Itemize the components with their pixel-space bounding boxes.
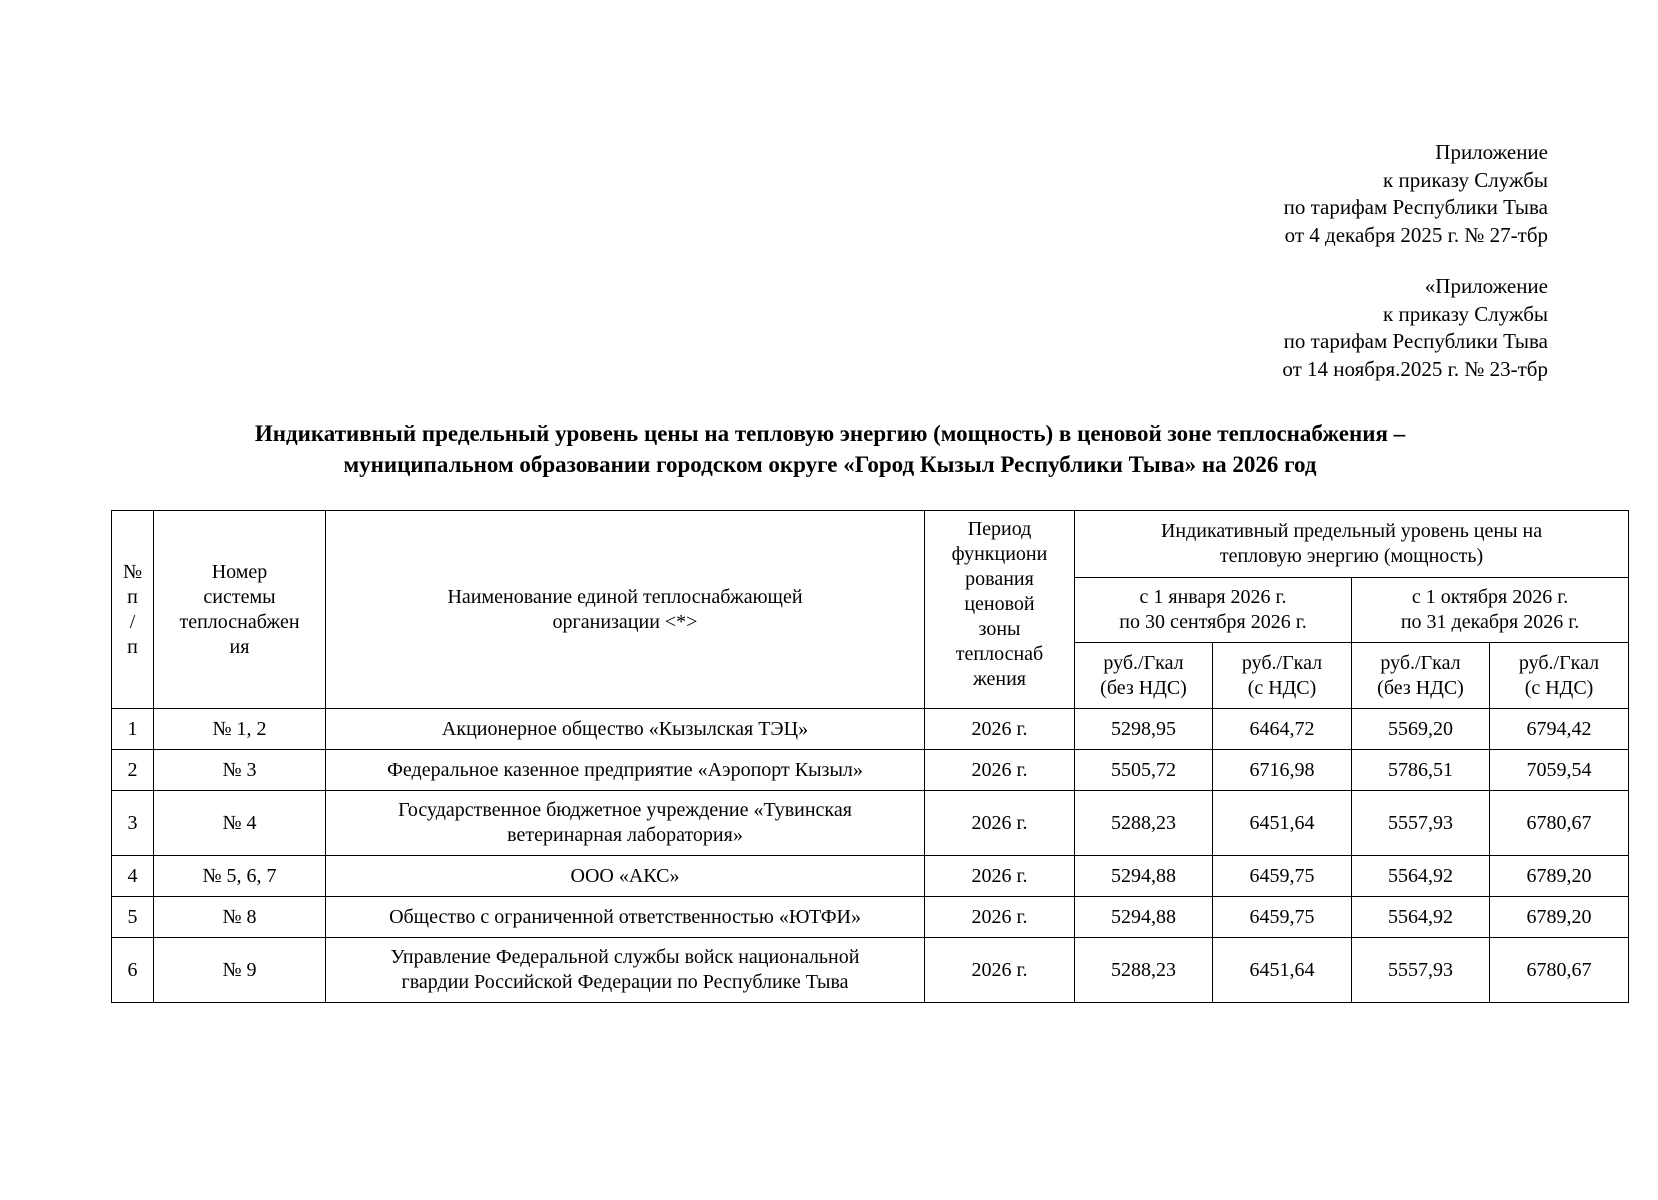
cell-num: 3	[112, 791, 154, 856]
cell-p1-no-vat: 5288,23	[1075, 791, 1213, 856]
cell-org	[326, 791, 925, 856]
header-system-line: ия	[229, 635, 250, 658]
annex-line: по тарифам Республики Тыва	[1283, 329, 1548, 353]
cell-org	[326, 897, 925, 938]
cell-org-line: ветеринарная лаборатория»	[507, 824, 743, 846]
cell-period: 2026 г.	[925, 938, 1075, 1003]
header-unit-line: (без НДС)	[1377, 676, 1464, 699]
cell-p1-no-vat: 5288,23	[1075, 938, 1213, 1003]
cell-org-line: Общество с ограниченной ответственностью «ЮТФИ»	[389, 905, 861, 928]
header-system	[154, 511, 326, 709]
cell-num: 6	[112, 938, 154, 1003]
cell-p2-vat: 6780,67	[1490, 791, 1629, 856]
table-row	[112, 938, 1629, 1003]
cell-system: № 5, 6, 7	[154, 856, 326, 897]
header-system-line: системы	[203, 585, 276, 608]
cell-system: № 4	[154, 791, 326, 856]
cell-org-line: ООО «АКС»	[570, 864, 680, 887]
header-system-line: теплоснабжен	[179, 610, 300, 633]
cell-p1-vat: 6459,75	[1213, 856, 1352, 897]
header-period	[925, 511, 1075, 709]
annex-line: от 4 декабря 2025 г. № 27-тбр	[1284, 222, 1548, 247]
header-unit-p1-no-vat	[1075, 643, 1213, 709]
header-price-group	[1075, 511, 1629, 578]
header-period-1	[1075, 578, 1352, 643]
cell-period: 2026 г.	[925, 856, 1075, 897]
cell-period: 2026 г.	[925, 709, 1075, 750]
header-price-group-line: тепловую энергию (мощность)	[1219, 545, 1484, 567]
annex-line: «Приложение	[1424, 274, 1548, 298]
cell-org-line: Федеральное казенное предприятие «Аэропорт Кызыл»	[387, 758, 863, 781]
cell-p2-vat: 6794,42	[1490, 709, 1629, 750]
header-org-line: организации <*>	[552, 610, 698, 633]
cell-org-line: Государственное бюджетное учреждение «Тувинская	[398, 799, 852, 821]
cell-period: 2026 г.	[925, 750, 1075, 791]
cell-p1-no-vat: 5298,95	[1075, 709, 1213, 750]
header-num-line: п	[127, 585, 138, 608]
title-line-1: Индикативный предельный уровень цены на тепловую энергию (мощность) в ценовой зоне теплоснабжения –	[254, 421, 1406, 446]
header-period-line: зоны	[978, 618, 1021, 640]
header-period-line: ценовой	[964, 593, 1035, 615]
cell-org-line: Акционерное общество «Кызылская ТЭЦ»	[441, 717, 809, 740]
header-unit-p2-no-vat	[1352, 643, 1490, 709]
cell-p2-vat: 6789,20	[1490, 856, 1629, 897]
table-row	[112, 709, 1629, 750]
header-period-2	[1352, 578, 1629, 643]
cell-num: 1	[112, 709, 154, 750]
cell-org-line: Управление Федеральной службы войск национальной	[390, 946, 860, 968]
header-unit-line: руб./Гкал	[1241, 651, 1323, 674]
document-title	[100, 418, 1560, 480]
header-org-line: Наименование единой теплоснабжающей	[447, 585, 803, 608]
header-unit-line: руб./Гкал	[1380, 651, 1461, 674]
cell-system: № 1, 2	[154, 709, 326, 750]
header-system-line: Номер	[211, 560, 268, 583]
cell-system: № 9	[154, 938, 326, 1003]
annex-line: Приложение	[1435, 140, 1548, 164]
cell-p2-no-vat: 5557,93	[1352, 791, 1490, 856]
header-period-line: Период	[967, 518, 1032, 540]
header-num-line: №	[122, 560, 143, 583]
cell-p2-no-vat: 5786,51	[1352, 750, 1490, 791]
cell-p1-vat: 6716,98	[1213, 750, 1352, 791]
cell-org	[326, 938, 925, 1003]
annex-line: к приказу Службы	[1383, 167, 1548, 192]
cell-system: № 3	[154, 750, 326, 791]
cell-p2-no-vat: 5557,93	[1352, 938, 1490, 1003]
cell-p1-no-vat: 5294,88	[1075, 856, 1213, 897]
header-period-2-line: по 31 декабря 2026 г.	[1400, 611, 1580, 633]
header-unit-p2-vat	[1490, 643, 1629, 709]
header-row-1	[112, 511, 1629, 578]
cell-p1-vat: 6459,75	[1213, 897, 1352, 938]
header-period-line: теплоснаб	[955, 643, 1044, 665]
cell-p1-no-vat: 5505,72	[1075, 750, 1213, 791]
header-period-2-line: с 1 октября 2026 г.	[1411, 586, 1569, 608]
cell-p2-vat: 6789,20	[1490, 897, 1629, 938]
header-unit-line: руб./Гкал	[1518, 651, 1600, 674]
header-period-1-line: по 30 сентября 2026 г.	[1119, 611, 1307, 633]
annex-previous-header	[1282, 273, 1548, 383]
cell-p1-no-vat: 5294,88	[1075, 897, 1213, 938]
cell-org	[326, 750, 925, 791]
cell-p1-vat: 6451,64	[1213, 791, 1352, 856]
cell-period: 2026 г.	[925, 791, 1075, 856]
annex-line: по тарифам Республики Тыва	[1283, 195, 1548, 219]
cell-org-line: гвардии Российской Федерации по Республике Тыва	[401, 971, 849, 993]
header-period-line: функциони	[951, 543, 1048, 565]
header-unit-p1-vat	[1213, 643, 1352, 709]
header-num-line: п	[127, 635, 138, 658]
tariff-table	[111, 510, 1629, 1003]
header-num	[112, 511, 154, 709]
cell-period: 2026 г.	[925, 897, 1075, 938]
annex-line: от 14 ноября.2025 г. № 23-тбр	[1282, 356, 1548, 381]
header-org	[326, 511, 925, 709]
cell-org	[326, 709, 925, 750]
cell-p2-no-vat: 5564,92	[1352, 856, 1490, 897]
header-period-1-line: с 1 января 2026 г.	[1139, 586, 1287, 608]
header-period-line: рования	[965, 568, 1034, 590]
header-unit-line: руб./Гкал	[1103, 651, 1184, 674]
cell-p1-vat: 6464,72	[1213, 709, 1352, 750]
table-row	[112, 856, 1629, 897]
title-line-2: муниципальном образовании городском округе «Город Кызыл Республики Тыва» на 2026 год	[343, 452, 1317, 477]
annex-line: к приказу Службы	[1383, 301, 1548, 326]
cell-p2-no-vat: 5564,92	[1352, 897, 1490, 938]
cell-p2-vat: 7059,54	[1490, 750, 1629, 791]
cell-p2-no-vat: 5569,20	[1352, 709, 1490, 750]
annex-current-header	[1284, 139, 1548, 249]
cell-system: № 8	[154, 897, 326, 938]
cell-num: 5	[112, 897, 154, 938]
cell-num: 4	[112, 856, 154, 897]
header-period-line: жения	[972, 668, 1027, 690]
table-row	[112, 897, 1629, 938]
table-row	[112, 791, 1629, 856]
cell-org	[326, 856, 925, 897]
table-row	[112, 750, 1629, 791]
cell-p2-vat: 6780,67	[1490, 938, 1629, 1003]
header-unit-line: (с НДС)	[1247, 676, 1317, 699]
cell-num: 2	[112, 750, 154, 791]
header-unit-line: (с НДС)	[1524, 676, 1594, 699]
cell-p1-vat: 6451,64	[1213, 938, 1352, 1003]
header-num-line: /	[129, 610, 136, 633]
header-unit-line: (без НДС)	[1100, 676, 1187, 699]
header-price-group-line: Индикативный предельный уровень цены на	[1160, 520, 1543, 542]
